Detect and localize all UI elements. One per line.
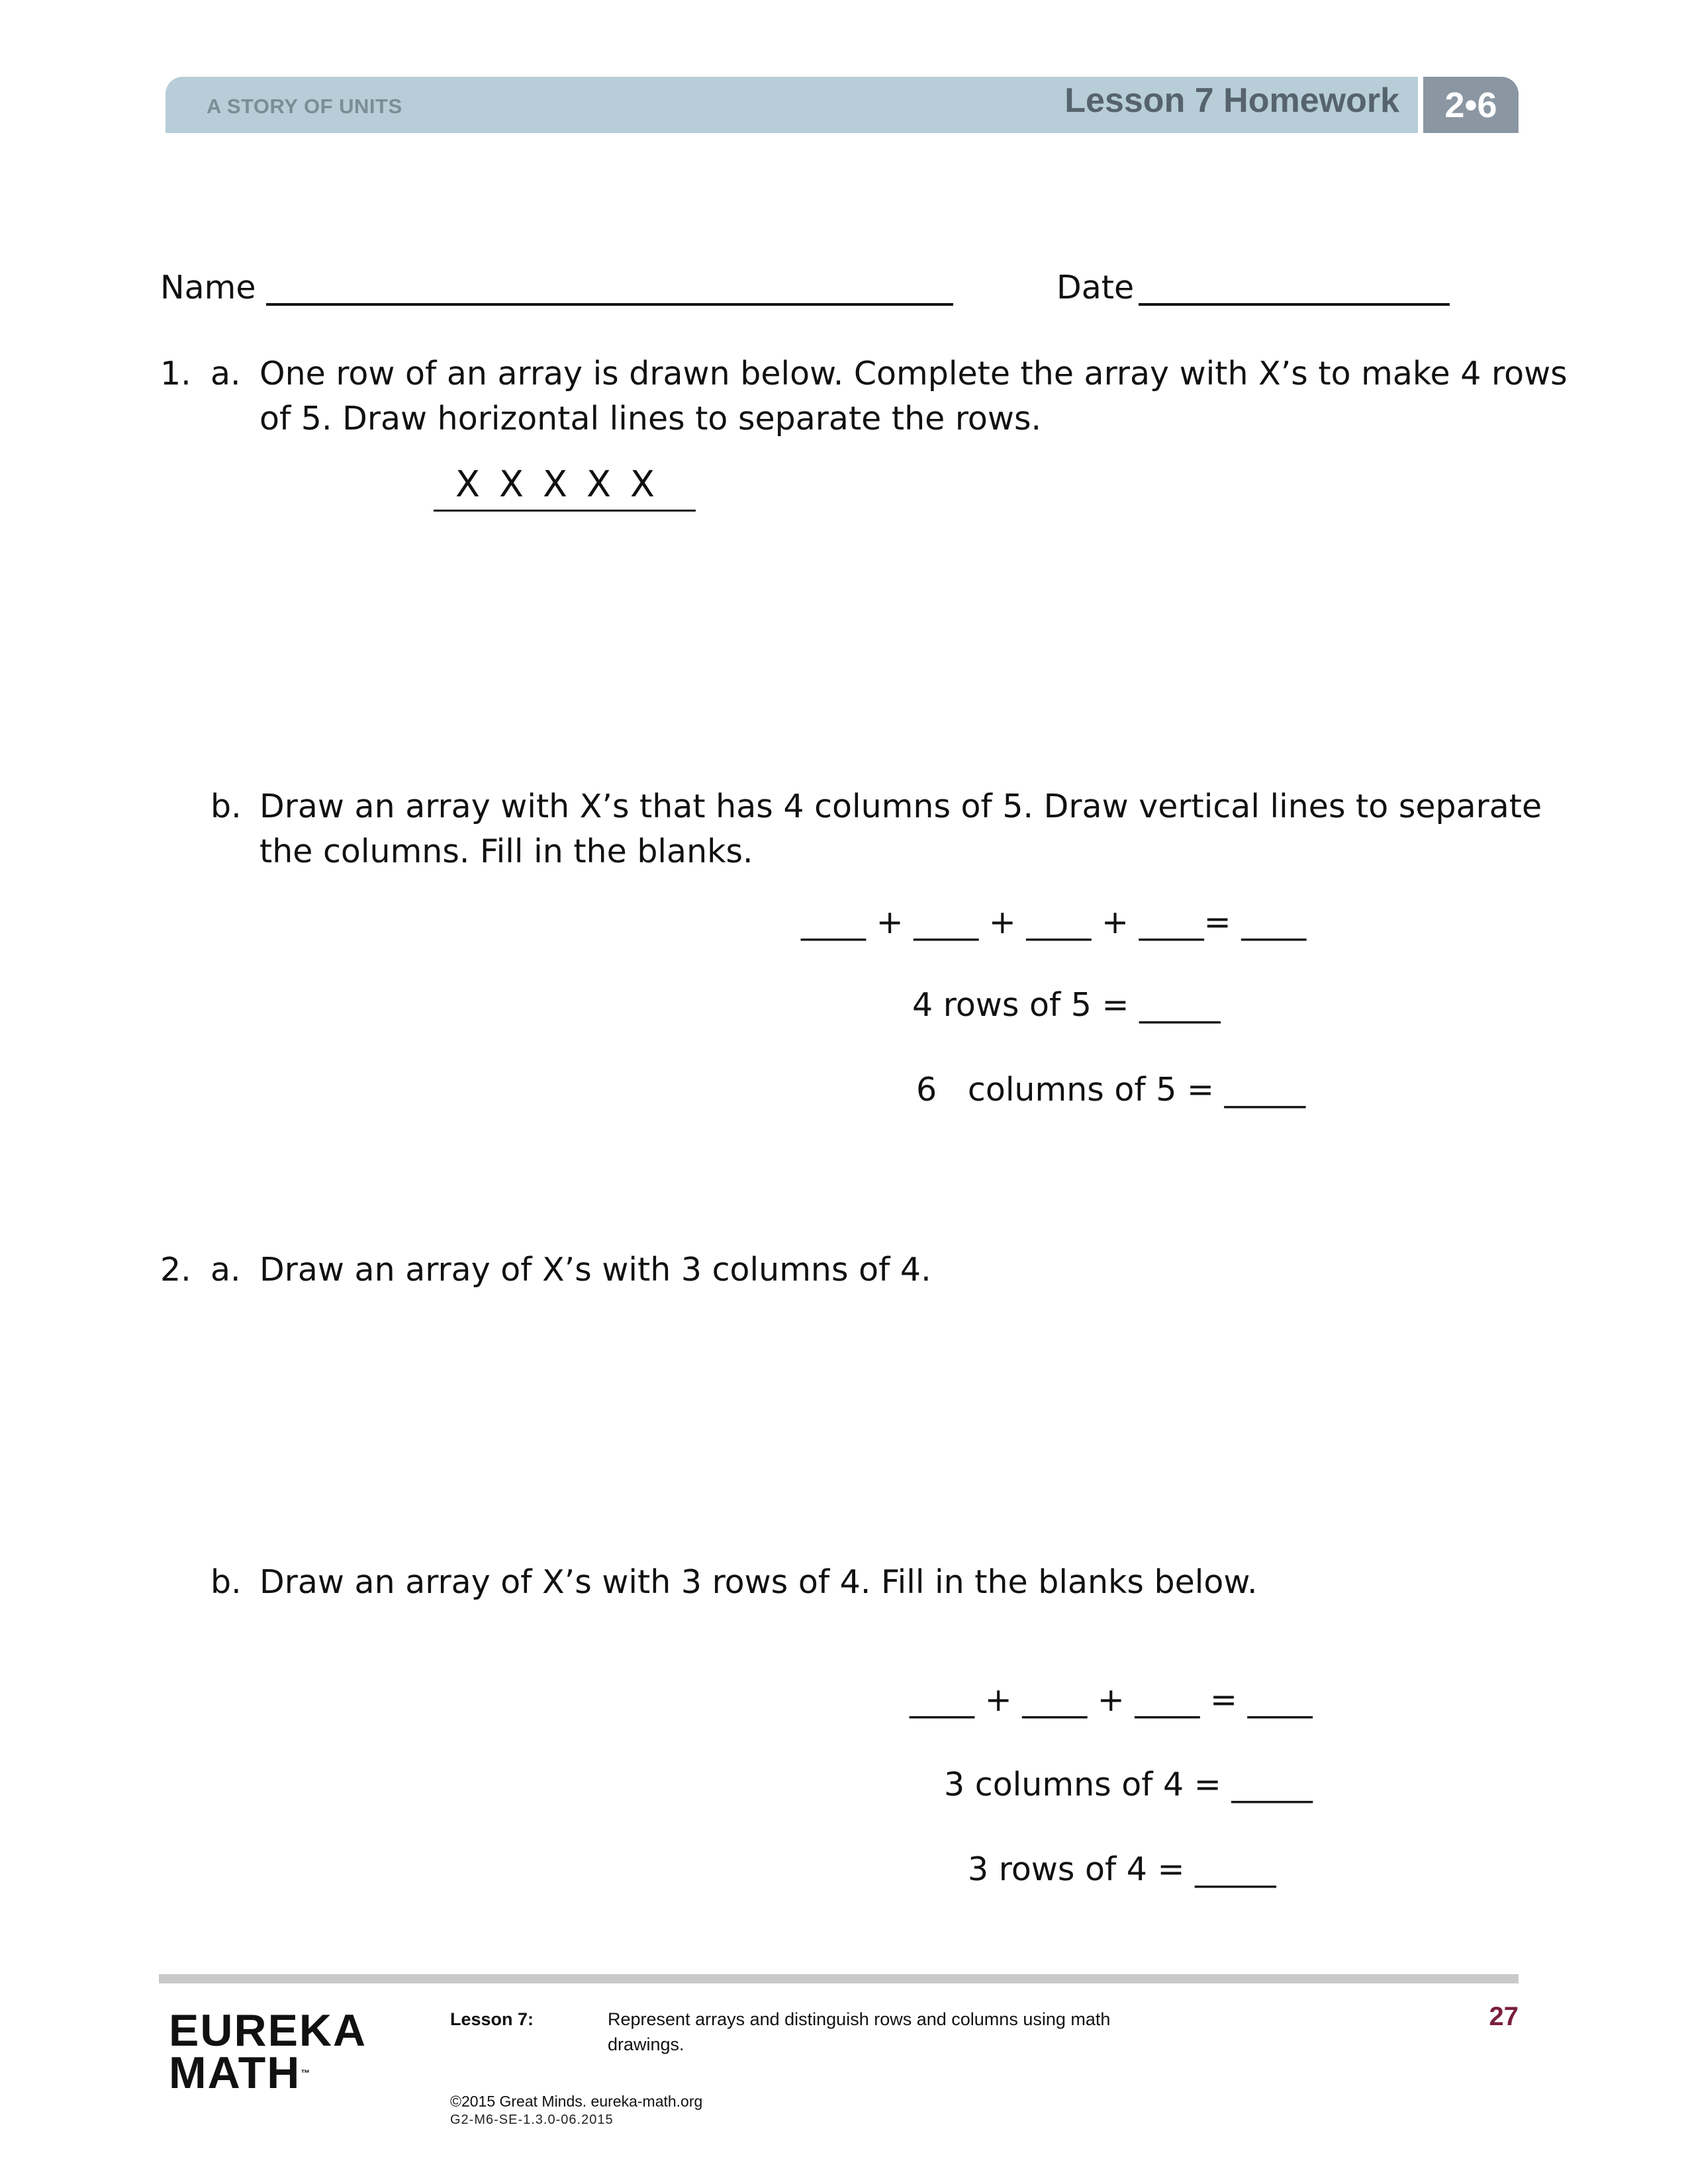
copyright: ©2015 Great Minds. eureka-math.org bbox=[450, 2093, 703, 2110]
footer-lesson-desc-line1: Represent arrays and distinguish rows and columns using math bbox=[608, 2009, 1111, 2029]
eureka-math-logo bbox=[169, 2005, 367, 2098]
series-label: A STORY OF UNITS bbox=[207, 95, 402, 118]
name-field-line[interactable] bbox=[266, 303, 953, 306]
q2b-rows-equation[interactable]: 3 rows of 4 = _____ bbox=[968, 1850, 1276, 1888]
array-x: X bbox=[630, 463, 655, 505]
q1b-text-line1: Draw an array with X’s that has 4 columns of 5. Draw vertical lines to separate bbox=[259, 788, 1542, 825]
array-x: X bbox=[499, 463, 524, 505]
q1b-text-line2: the columns. Fill in the blanks. bbox=[259, 833, 753, 870]
q1-number: 1. bbox=[160, 355, 191, 392]
q2b-letter: b. bbox=[211, 1563, 242, 1601]
q1b-columns-equation[interactable]: 6 columns of 5 = _____ bbox=[916, 1071, 1306, 1109]
q1a-text-line2: of 5. Draw horizontal lines to separate the rows. bbox=[259, 400, 1042, 437]
footer-rule bbox=[159, 1974, 1519, 1983]
q1b-addition-equation[interactable]: ____ + ____ + ____ + ____= ____ bbox=[801, 903, 1307, 941]
logo-line-eureka: EUREKA bbox=[169, 2005, 367, 2056]
date-label: Date bbox=[1056, 269, 1135, 306]
array-row-separator bbox=[434, 510, 696, 512]
footer-lesson-desc-line2: drawings. bbox=[608, 2034, 684, 2054]
document-code: G2-M6-SE-1.3.0-06.2015 bbox=[450, 2113, 614, 2127]
q2a-text: Draw an array of X’s with 3 columns of 4. bbox=[259, 1251, 931, 1289]
q2b-columns-equation[interactable]: 3 columns of 4 = _____ bbox=[944, 1766, 1313, 1803]
module-badge: 2•6 bbox=[1423, 77, 1519, 133]
q2b-addition-equation[interactable]: ____ + ____ + ____ = ____ bbox=[910, 1681, 1313, 1719]
trademark-symbol: ™ bbox=[301, 2068, 310, 2078]
q1a-letter: a. bbox=[211, 355, 241, 392]
footer-lesson-label: Lesson 7: bbox=[450, 2009, 534, 2029]
q1a-text-line1: One row of an array is drawn below. Complete the array with X’s to make 4 rows bbox=[259, 355, 1568, 392]
array-x: X bbox=[543, 463, 567, 505]
q2a-answer-area[interactable] bbox=[259, 1304, 1517, 1529]
page-number: 27 bbox=[1489, 2002, 1519, 2031]
q1b-rows-equation[interactable]: 4 rows of 5 = _____ bbox=[912, 986, 1221, 1024]
array-x: X bbox=[455, 463, 480, 505]
q2-number: 2. bbox=[160, 1251, 191, 1289]
q1a-answer-area[interactable] bbox=[259, 523, 1517, 774]
name-label: Name bbox=[160, 269, 256, 306]
q1b-letter: b. bbox=[211, 788, 242, 825]
q2b-text: Draw an array of X’s with 3 rows of 4. Fill in the blanks below. bbox=[259, 1563, 1258, 1601]
q2a-letter: a. bbox=[211, 1251, 241, 1289]
logo-line-math: MATH bbox=[169, 2048, 301, 2098]
array-x: X bbox=[586, 463, 611, 505]
lesson-title: Lesson 7 Homework bbox=[1064, 81, 1399, 120]
date-field-line[interactable] bbox=[1139, 303, 1450, 306]
